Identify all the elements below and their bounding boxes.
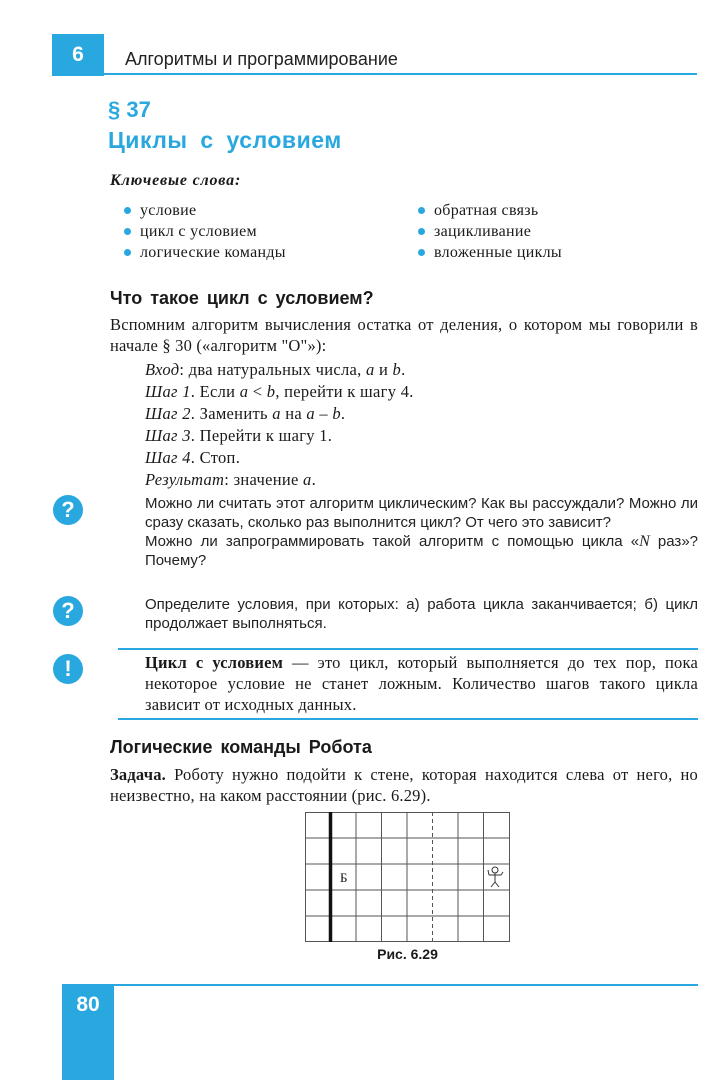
section-number: § 37 <box>108 97 151 122</box>
chapter-number: 6 <box>72 43 84 66</box>
exclamation-icon: ! <box>53 654 83 684</box>
keyword-item: вложенные циклы <box>416 242 562 263</box>
header-rule <box>52 73 697 75</box>
task-paragraph: Задача. Роботу нужно подойти к стене, которая находится слева от него, но неизвестно, на каком расстоянии (рис. 6.29). <box>110 765 698 805</box>
page-number: 80 <box>76 993 100 1016</box>
keywords-label: Ключевые слова: <box>110 172 242 189</box>
keyword-item: обратная связь <box>416 200 562 221</box>
algorithm-result: Результат: значение a. <box>145 470 317 489</box>
keyword-item: цикл с условием <box>122 221 286 242</box>
figure-caption: Рис. 6.29 <box>377 946 438 962</box>
footer-rule <box>62 984 698 986</box>
keyword-item: зацикливание <box>416 221 562 242</box>
algorithm-step-3: Шаг 3. Перейти к шагу 1. <box>145 426 333 445</box>
chapter-title: Алгоритмы и программирование <box>125 49 398 69</box>
keyword-item: условие <box>122 200 286 221</box>
robot-icon <box>488 867 503 887</box>
question-text-2: Определите условия, при которых: а) работа цикла заканчивается; б) цикл продолжает выполняться. <box>145 596 698 632</box>
subsection-heading-2: Логические команды Робота <box>110 737 372 757</box>
intro-paragraph: Вспомним алгоритм вычисления остатка от деления, о котором мы говорили в начале § 30 («алгоритм "О"»): <box>110 315 698 355</box>
algorithm-step-2: Шаг 2. Заменить a на a – b. <box>145 404 346 423</box>
question-icon: ? <box>53 596 83 626</box>
algorithm-step-1: Шаг 1. Если a < b, перейти к шагу 4. <box>145 382 414 401</box>
keywords-list-right <box>416 200 562 263</box>
subsection-heading: Что такое цикл с условием? <box>110 288 374 308</box>
chapter-tab <box>52 34 104 76</box>
keywords-list-left <box>122 200 286 263</box>
keyword-item: логические команды <box>122 242 286 263</box>
robot-grid-figure <box>305 812 510 942</box>
algorithm-input: Вход: два натуральных числа, a и b. <box>145 360 406 379</box>
definition-text: Цикл с условием — это цикл, который выполняется до тех пор, пока некоторое условие не станет ложным. Количество шагов такого цикла зависит от исходных данных. <box>145 653 698 714</box>
section-title: Циклы с условием <box>108 127 342 153</box>
cell-label: Б <box>340 870 348 885</box>
question-text-1: Можно ли считать этот алгоритм циклическим? Как вы рассуждали? Можно ли сразу сказать, сколько раз выполнится цикл? От чего это зависит? Можно ли запрограммировать такой алгоритм с помощью цикла «N раз»? Почему? <box>145 495 698 569</box>
algorithm-step-4: Шаг 4. Стоп. <box>145 448 241 467</box>
question-icon: ? <box>53 495 83 525</box>
